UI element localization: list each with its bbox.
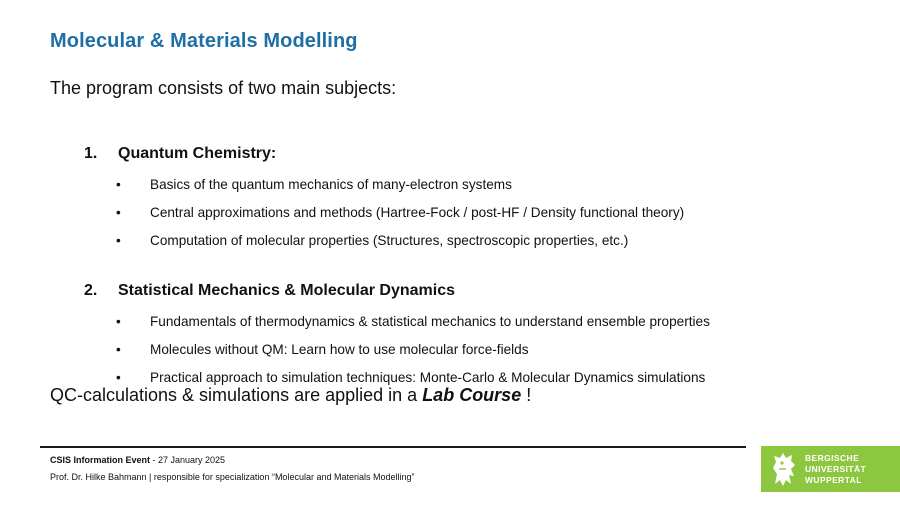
footer-event-name: CSIS Information Event (50, 455, 151, 465)
bullet-dot-icon: • (116, 233, 121, 248)
intro-text: The program consists of two main subjects: (50, 78, 397, 98)
section-title: Quantum Chemistry: (118, 145, 277, 162)
footer-divider (40, 446, 746, 448)
logo-text (805, 453, 866, 486)
bullet-text: Fundamentals of thermodynamics & statistical mechanics to understand ensemble properties (150, 314, 710, 329)
footer-event-line (50, 455, 225, 465)
list-item (84, 313, 710, 341)
bullet-dot-icon: • (116, 205, 121, 220)
section-number: 1. (84, 145, 98, 162)
section-heading (84, 145, 684, 163)
lion-emblem-icon (769, 450, 799, 488)
list-item (84, 341, 710, 369)
section-heading (84, 282, 710, 300)
section-statistical-mechanics (84, 282, 710, 397)
lab-course-emphasis: Lab Course (422, 385, 522, 405)
bullet-text: Basics of the quantum mechanics of many-electron systems (150, 177, 512, 192)
bullet-dot-icon: • (116, 314, 121, 329)
university-logo (761, 446, 900, 492)
conclusion-before: QC-calculations & simulations are applied in a (50, 385, 423, 405)
footer-author-line: Prof. Dr. Hilke Bahmann | responsible for specialization “Molecular and Materials Modelling” (50, 472, 415, 482)
conclusion-after: ! (521, 385, 532, 405)
conclusion-text (50, 385, 531, 406)
list-item (84, 232, 684, 260)
logo-line: WUPPERTAL (805, 474, 862, 485)
bullet-text: Central approximations and methods (Hartree-Fock / post-HF / Density functional theory) (150, 205, 685, 220)
bullet-text: Computation of molecular properties (Structures, spectroscopic properties, etc.) (150, 233, 629, 248)
list-item (84, 204, 684, 232)
page-title: Molecular & Materials Modelling (50, 30, 358, 52)
section-title: Statistical Mechanics & Molecular Dynamics (118, 282, 456, 299)
footer-date: - 27 January 2025 (150, 455, 226, 465)
list-item (84, 176, 684, 204)
bullet-dot-icon: • (116, 177, 121, 192)
bullet-text: Molecules without QM: Learn how to use molecular force-fields (150, 342, 529, 357)
bullet-text: Practical approach to simulation techniques: Monte-Carlo & Molecular Dynamics simulations (150, 370, 706, 385)
section-number: 2. (84, 282, 98, 299)
logo-line: BERGISCHE (805, 452, 860, 463)
logo-line: UNIVERSITÄT (805, 463, 867, 474)
section-quantum-chemistry (84, 145, 684, 260)
bullet-dot-icon: • (116, 370, 121, 385)
bullet-list (84, 176, 684, 260)
bullet-dot-icon: • (116, 342, 121, 357)
